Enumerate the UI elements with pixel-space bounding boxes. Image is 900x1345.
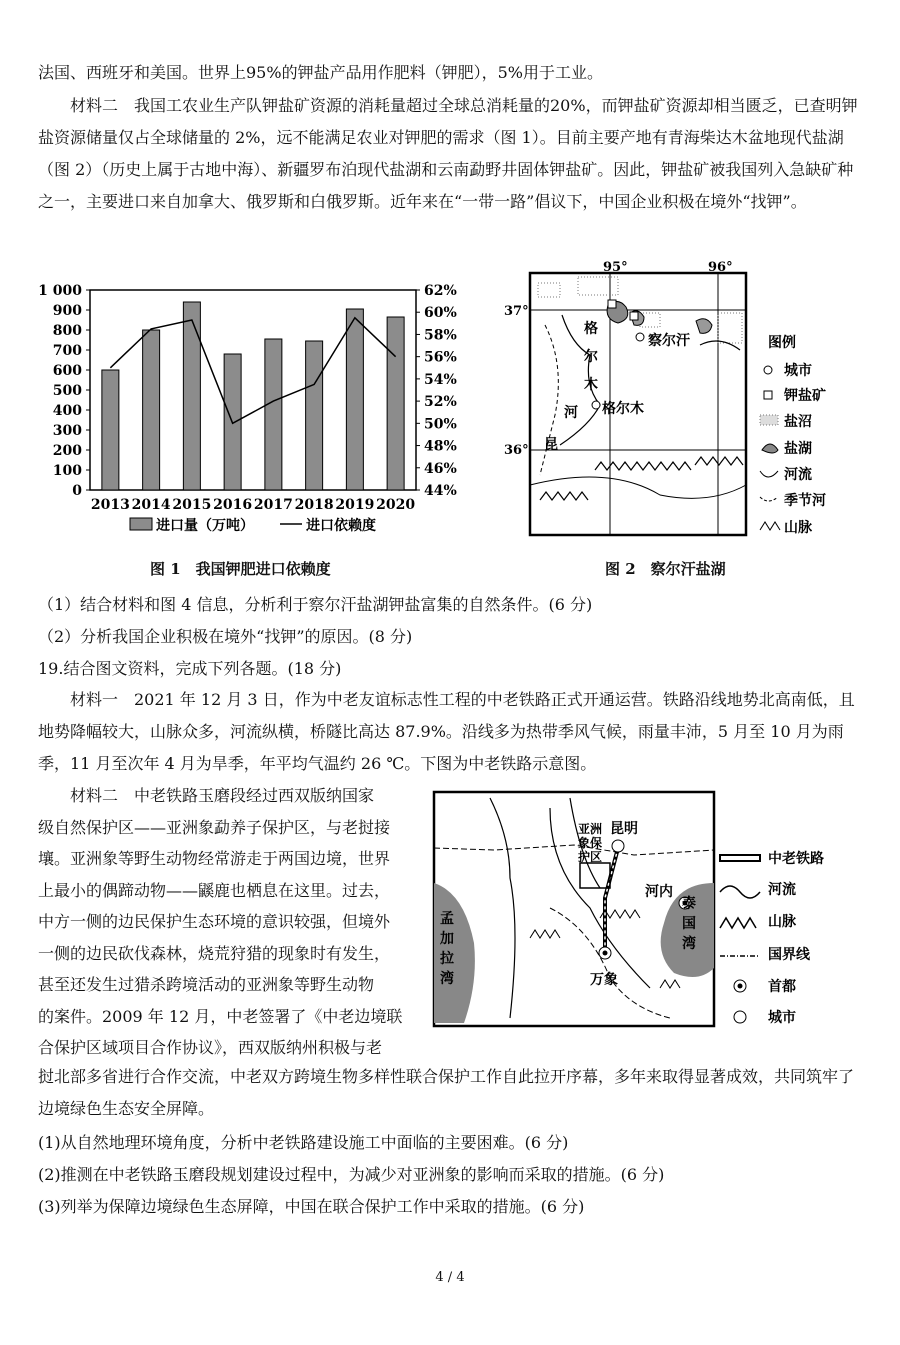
legend-mine-icon [764,391,772,399]
chart-plot-frame [90,290,416,490]
y2-tick-label: 62% [424,283,457,299]
legend-city2: 城市 [768,1010,796,1026]
legend-river2: 河流 [768,882,796,898]
potash-mine-2 [630,312,638,320]
legend-seasonal-icon [760,497,778,501]
y-tick-label: 600 [52,363,82,379]
bar [102,370,119,490]
potash-mine-1 [608,300,616,308]
label-vientiane: 万象 [590,972,618,988]
x-tick-label: 2018 [294,497,334,513]
legend-railway-icon [720,855,760,861]
bar [265,339,282,490]
x-tick-label: 2016 [213,497,253,513]
legend-river: 河流 [784,467,812,483]
fig1-caption: 图 1 我国钾肥进口依赖度 [150,560,331,578]
legend-city2-icon [734,1011,746,1023]
legend-lake-icon [762,444,778,453]
legend-capital: 首都 [768,979,796,995]
x-tick-label: 2013 [90,497,130,513]
reserve-box [580,863,610,888]
x-tick-label: 2014 [131,497,171,513]
x-tick-label: 2020 [376,497,416,513]
label-hanoi: 河内 [645,884,673,900]
material-two-paragraph: 材料二 我国工农业生产队钾盐矿资源的消耗量超过全球总消耗量的20%，而钾盐矿资源却相当匮乏，已查明钾盐资源储量仅占全球储量的 2%，远不能满足农业对钾肥的需求（图 1）。目前主要产地有青海柴达木盆地现代盐湖（图 2）（历史上属于古地中海）、新疆罗布泊现代盐湖和云南勐野井固体钾盐矿。因此，钾盐矿被我国列入急缺矿种之一，主要进口来自加拿大、俄罗斯和白俄罗斯。近年来在“一带一路”倡议下，中国企业积极在境外“找钾”。 [38,96,858,211]
material-two-tail: 挝北部多省进行合作交流，中老双方跨境生物多样性联合保护工作自此拉开序幕，多年来取得显著成效，共同筑牢了边境绿色生态安全屏障。 [38,1067,855,1118]
legend-railway: 中老铁路 [768,851,824,867]
river-char-2: 尔 [584,349,598,365]
x-tick-label: 2015 [172,497,212,513]
bar [183,302,200,490]
fig3-map [430,788,860,1033]
y2-tick-label: 52% [424,394,457,411]
legend-city: 城市 [784,363,812,379]
legend-bar-swatch [130,518,152,530]
reserve-label-1: 亚洲 [578,822,603,836]
bengal-4: 湾 [440,971,454,987]
legend-marsh: 盐沼 [784,414,812,430]
y2-tick-label: 46% [424,460,457,477]
label-kun: 昆 [544,437,558,453]
lon95-label: 95° [603,260,628,275]
y2-tick-label: 54% [424,371,457,388]
border-line-2 [550,908,670,1018]
label-qarhan: 察尔汗 [648,333,690,349]
bengal-3: 拉 [440,951,454,967]
bar [387,317,404,490]
legend-mine: 钾盐矿 [784,388,826,404]
y-tick-label: 800 [52,323,82,339]
city-golmud [592,401,600,409]
legend-mountain-icon [760,522,780,530]
thai-3: 湾 [682,936,696,952]
legend-mountain2: 山脉 [768,914,796,930]
legend-border: 国界线 [768,947,810,963]
river-char-4: 河 [564,405,578,421]
y-tick-label: 900 [52,303,82,319]
bar [346,309,363,490]
fig2-caption: 图 2 察尔汗盐湖 [605,560,726,578]
legend-mountain2-icon [720,918,756,928]
y2-tick-label: 48% [424,438,457,455]
label-kunming: 昆明 [610,821,638,837]
city-kunming [612,840,624,852]
y-tick-label: 1 000 [38,283,82,299]
y-tick-label: 100 [52,463,82,479]
y-tick-label: 200 [52,443,82,459]
y-tick-label: 400 [52,403,82,419]
sub-question-3: (3)列举为保障边境绿色生态屏障，中国在联合保护工作中采取的措施。(6 分) [38,1197,585,1216]
salt-lake-3 [696,319,712,334]
question-19-title: 19.结合图文资料，完成下列各题。(18 分) [38,659,342,678]
legend-bar-label: 进口量（万吨） [156,518,254,534]
y2-tick-label: 50% [424,416,457,433]
x-tick-label: 2017 [253,497,293,513]
y2-tick-label: 60% [424,305,457,322]
sub-question-1: (1)从自然地理环境角度，分析中老铁路建设施工中面临的主要困难。(6 分) [38,1133,569,1152]
legend-line-label: 进口依赖度 [306,518,376,534]
question-1: （1）结合材料和图 4 信息，分析利于察尔汗盐湖钾盐富集的自然条件。(6 分) [38,595,593,614]
y2-tick-label: 44% [424,483,457,499]
thai-2: 国 [682,916,696,932]
y-tick-label: 300 [52,423,82,439]
legend-title: 图例 [768,335,796,351]
x-tick-label: 2019 [335,497,375,513]
fig2-map [500,255,860,550]
label-golmud: 格尔木 [602,401,644,417]
y2-tick-label: 56% [424,349,457,366]
bar [306,341,323,490]
sub-question-2: (2)推测在中老铁路玉磨段规划建设过程中，为减少对亚洲象的影响而采取的措施。(6 分) [38,1165,665,1184]
river-south [530,477,746,498]
legend-seasonal: 季节河 [784,493,826,509]
y-tick-label: 0 [72,483,82,499]
lon96-label: 96° [708,260,733,275]
reserve-label-2: 象保 [578,836,603,850]
legend-marsh-icon [760,415,778,425]
river-east [700,341,740,350]
legend-city-icon [764,366,772,374]
bar [143,330,160,490]
question-2: （2）分析我国企业积极在境外“找钾”的原因。(8 分) [38,627,413,646]
fig1-chart [30,278,470,548]
legend-river-icon [760,471,778,477]
lat37-label: 37° [504,304,529,319]
legend-mountain: 山脉 [784,520,812,536]
reserve-label-3: 护区 [578,850,603,864]
river-char-1: 格 [584,321,598,337]
bengal-1: 孟 [440,911,454,927]
material-one-paragraph: 材料一 2021 年 12 月 3 日，作为中老友谊标志性工程的中老铁路正式开通运营。铁路沿线地势北高南低，且地势降幅较大，山脉众多，河流纵横，桥隧比高达 87.9%。沿线多为热带季风气候，雨量丰沛，5 月至 10 月为雨季，11 月至次年 4 月为旱季，年平均气温约 26 ℃。下图为中老铁路示意图。 [38,690,855,773]
legend-lake: 盐湖 [784,441,812,457]
page-number: 4 / 4 [435,1270,465,1285]
border-line [434,845,714,855]
intro-line: 法国、西班牙和美国。世界上95%的钾盐产品用作肥料（钾肥），5%用于工业。 [38,63,603,82]
mountains [540,457,743,500]
bengal-2: 加 [440,931,454,947]
y2-tick-label: 58% [424,327,457,344]
y-tick-label: 700 [52,343,82,359]
lat36-label: 36° [504,443,529,458]
city-qarhan [636,333,644,341]
legend-river2-icon [720,886,760,898]
thai-1: 泰 [682,896,696,912]
river-char-3: 木 [584,377,598,393]
material-two-column: 材料二 中老铁路玉磨段经过西双版纳国家 级自然保护区——亚洲象勐养子保护区，与老挝接 壤。亚洲象等野生动物经常游走于两国边境，世界 上最小的偶蹄动物——鼷鹿也栖息在这里。过去， 中方一侧的边民保护生态环境的意识较强，但境外 一侧的边民砍伐森林，烧荒狩猎的现象时有发生， 甚至还发生过猎杀跨境活动的亚洲象等野生动物 的案件。2009 年 12 月，中老签署了《中老边境联 合保护区域项目合作协议》，西双版纳州积极与老 [38,786,403,1057]
y-tick-label: 500 [52,383,82,399]
